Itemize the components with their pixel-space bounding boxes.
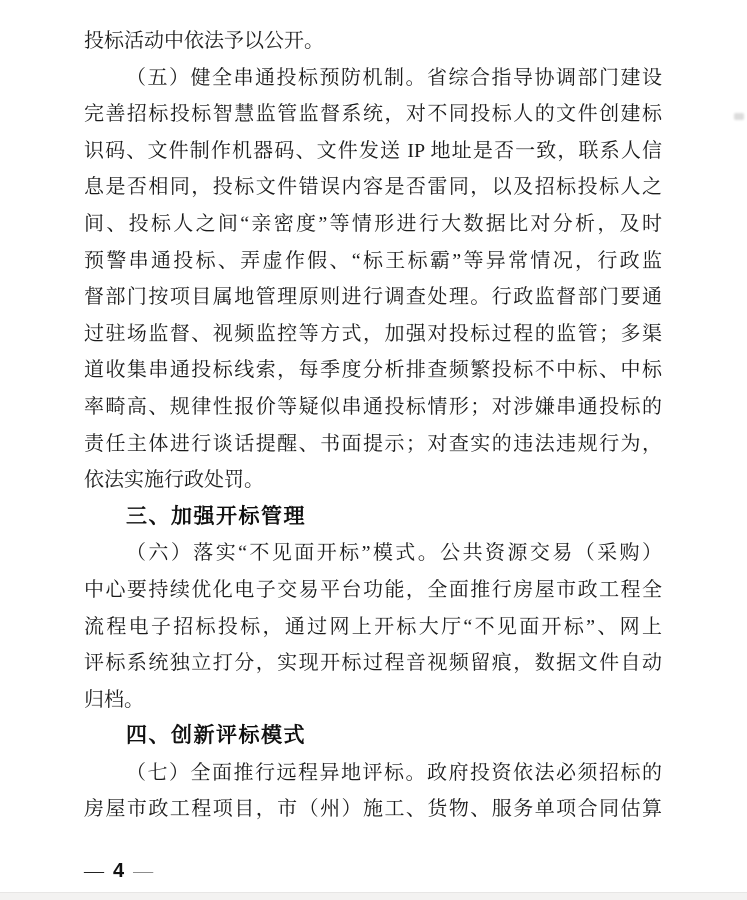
text-line: 息是否相同，投标文件错误内容是否雷同，以及招标投标人之 xyxy=(84,176,662,199)
text-line: 识码、文件制作机器码、文件发送 IP 地址是否一致，联系人信 xyxy=(84,139,662,162)
scan-edge-shadow xyxy=(0,892,747,900)
text-line: （六）落实“不见面开标”模式。公共资源交易（采购） xyxy=(126,542,662,565)
text-line: 过驻场监督、视频监控等方式，加强对投标过程的监管；多渠 xyxy=(84,322,662,345)
text-line: 率畸高、规律性报价等疑似串通投标情形；对涉嫌串通投标的 xyxy=(84,395,662,418)
scan-smudge-artifact xyxy=(734,113,744,120)
section-heading: 三、加强开标管理 xyxy=(126,504,306,528)
text-line: 依法实施行政处罚。 xyxy=(84,469,264,492)
page-number-value: 4 xyxy=(113,859,125,882)
text-line: 房屋市政工程项目，市（州）施工、货物、服务单项合同估算 xyxy=(84,798,662,821)
text-line: 预警串通投标、弄虚作假、“标王标霸”等异常情况，行政监 xyxy=(84,249,662,272)
text-line: 评标系统独立打分，实现开标过程音视频留痕，数据文件自动 xyxy=(84,652,662,675)
text-line: 归档。 xyxy=(84,688,144,711)
document-body xyxy=(84,23,662,828)
text-line: 投标活动中依法予以公开。 xyxy=(84,30,324,52)
text-line: （七）全面推行远程异地评标。政府投资依法必须招标的 xyxy=(126,761,662,784)
text-line: （五）健全串通投标预防机制。省综合指导协调部门建设 xyxy=(126,66,662,89)
text-line: 责任主体进行谈话提醒、书面提示；对查实的违法违规行为， xyxy=(84,432,662,455)
text-line: 督部门按项目属地管理原则进行调查处理。行政监督部门要通 xyxy=(84,286,662,309)
section-heading: 四、创新评标模式 xyxy=(126,724,306,748)
text-line: 间、投标人之间“亲密度”等情形进行大数据比对分析，及时 xyxy=(84,212,662,235)
text-line: 中心要持续优化电子交易平台功能，全面推行房屋市政工程全 xyxy=(84,578,662,601)
page-number xyxy=(84,856,153,886)
text-line: 完善招标投标智慧监管监督系统，对不同投标人的文件创建标 xyxy=(84,103,662,126)
page-number-dash-right: — xyxy=(133,859,154,882)
page-number-dash-left: — xyxy=(84,859,104,882)
text-line: 道收集串通投标线索，每季度分析排查频繁投标不中标、中标 xyxy=(84,359,662,382)
text-line: 流程电子招标投标，通过网上开标大厅“不见面开标”、网上 xyxy=(84,615,662,638)
